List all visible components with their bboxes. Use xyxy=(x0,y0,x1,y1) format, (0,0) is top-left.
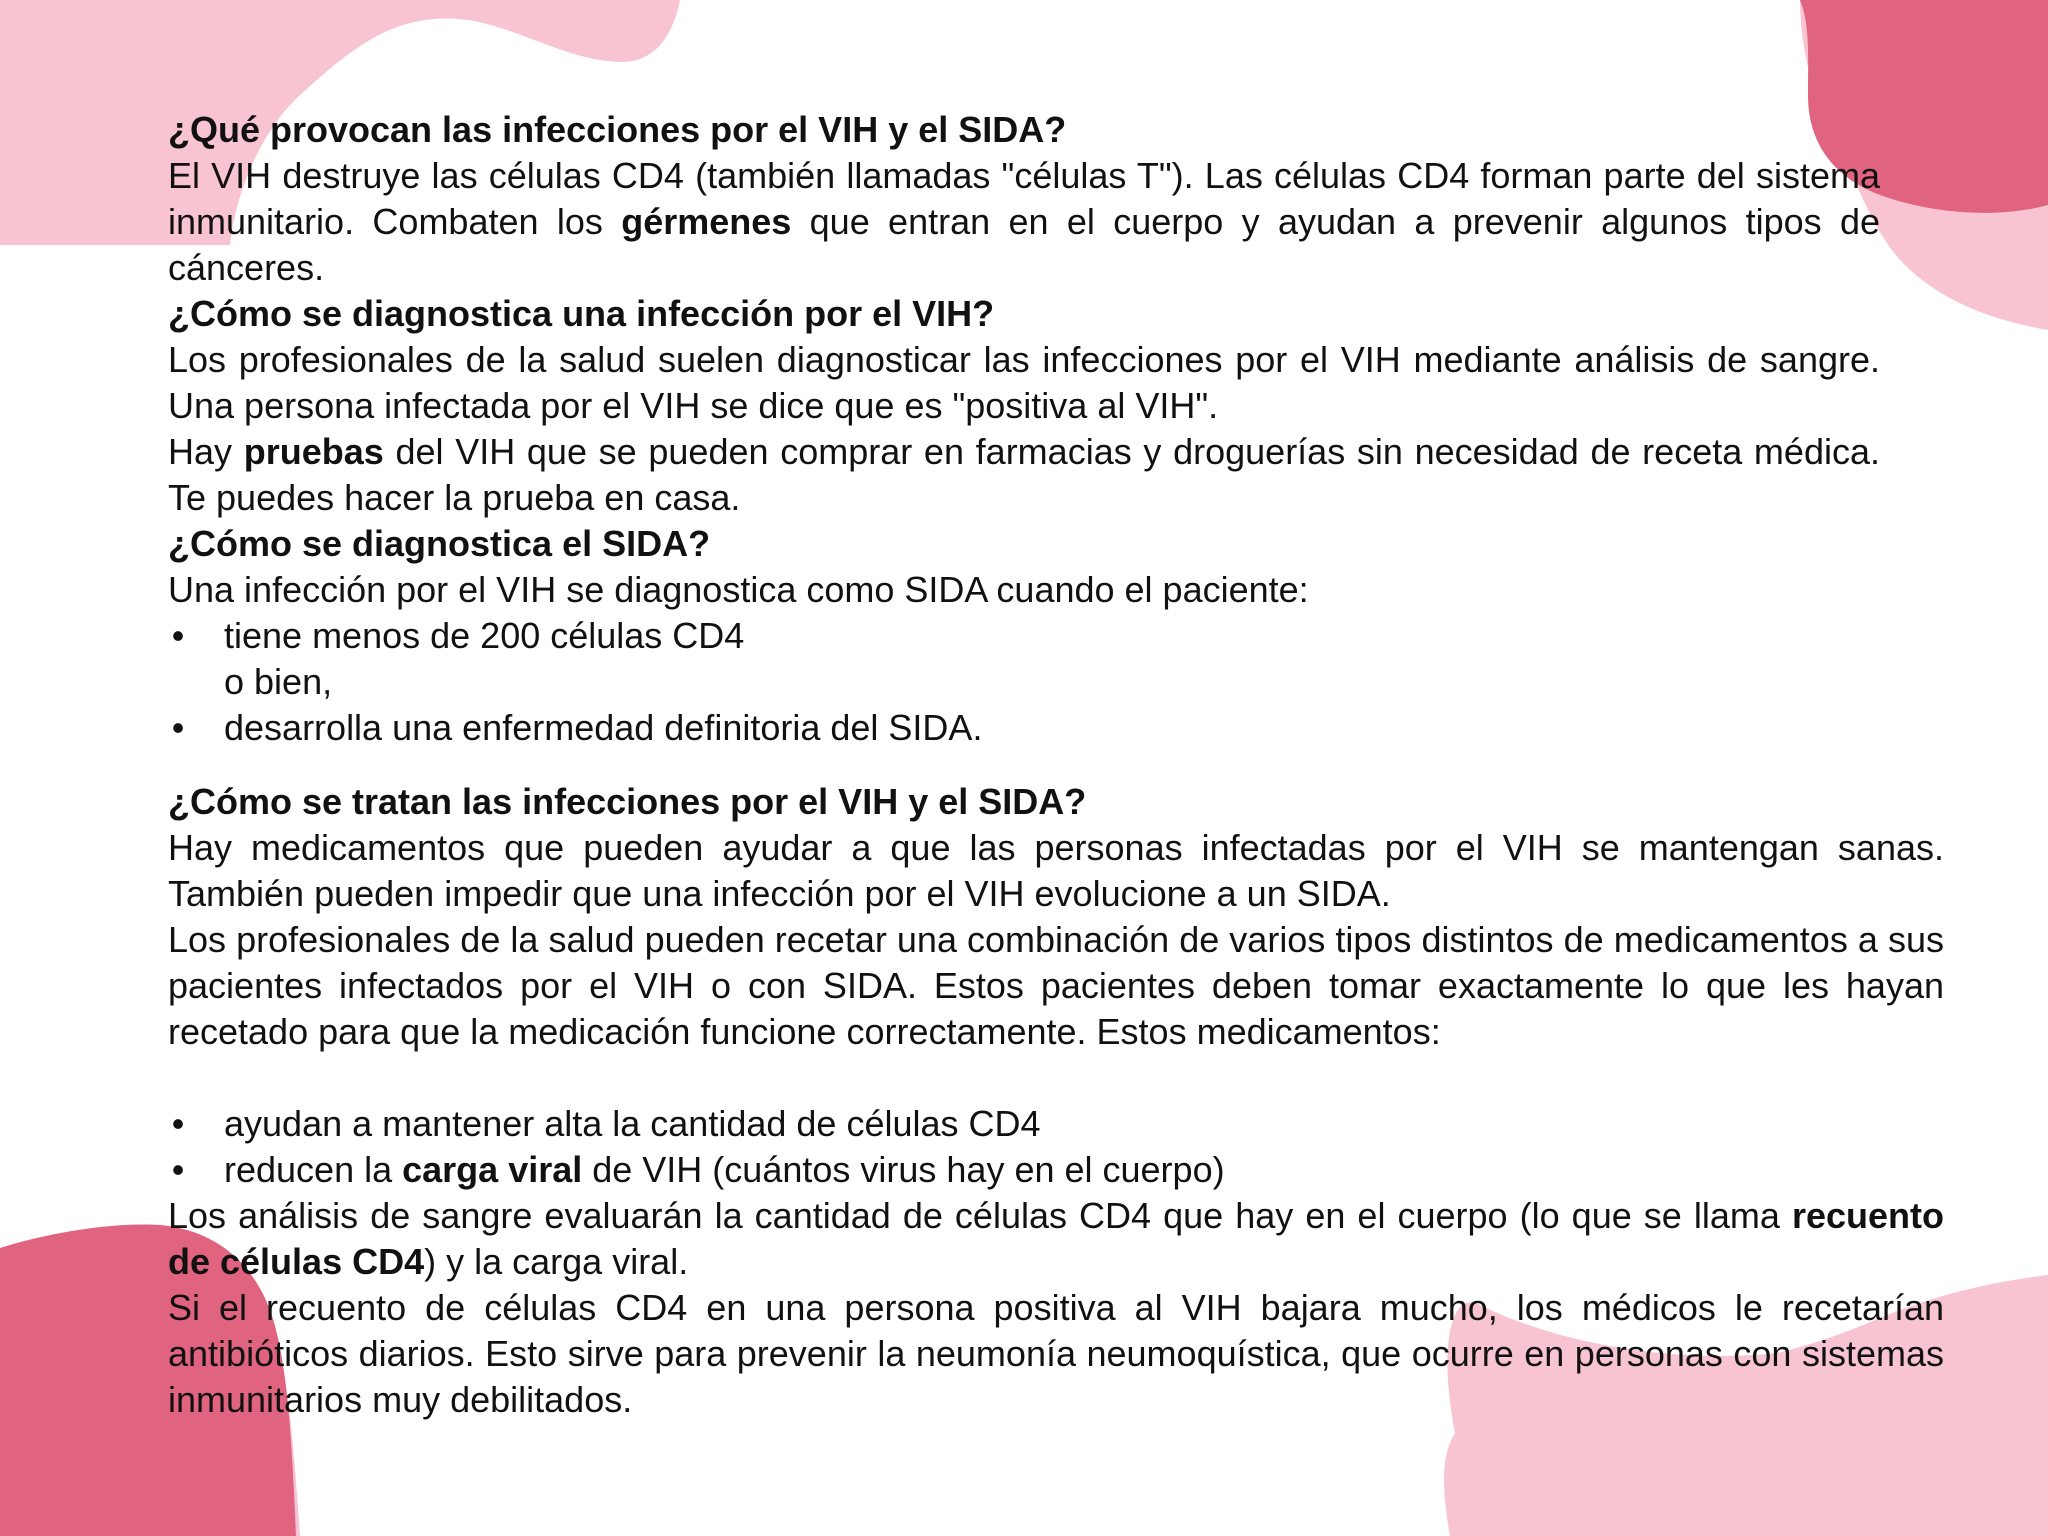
bold-term-recuento: recuento de células CD4 xyxy=(168,1195,1944,1282)
list-item-text: ayudan a mantener alta la cantidad de células CD4 xyxy=(224,1103,1041,1144)
paragraph-hiv-diagnosis: Los profesionales de la salud suelen diagnosticar las infecciones por el VIH mediante análisis de sangre. Una persona infectada por el VIH se dice que es "positiva al VIH". xyxy=(168,339,1880,426)
paragraph-text: que entran en el cuerpo y ayudan a prevenir algunos tipos de cánceres. xyxy=(168,201,1881,288)
paragraph-aids-diagnosis: Una infección por el VIH se diagnostica como SIDA cuando el paciente: xyxy=(168,569,1309,610)
paragraph-text: Los análisis de sangre evaluarán la cantidad de células CD4 que hay en el cuerpo (lo que se llama xyxy=(168,1195,1792,1236)
bullet-glyph: • xyxy=(171,1149,185,1190)
bold-term-germenes: gérmenes xyxy=(621,201,792,242)
paragraph-treatment-intro: Hay medicamentos que pueden ayudar a que las personas infectadas por el VIH se mantengan sanas. También pueden impedir que una infección por el VIH evolucione a un SIDA. xyxy=(168,827,1944,914)
paragraph-text: ) y la carga viral. xyxy=(424,1241,689,1282)
section-heading-treatment: ¿Cómo se tratan las infecciones por el VIH y el SIDA? xyxy=(168,781,1087,822)
bullet-glyph: • xyxy=(171,615,185,656)
paragraph-antibiotics: Si el recuento de células CD4 en una persona positiva al VIH bajara mucho, los médicos le recetarían antibióticos diarios. Esto sirve para prevenir la neumonía neumoquística, que ocurre en personas con sistemas inmunitarios muy debilitados. xyxy=(168,1287,1944,1420)
list-item-text-part: de VIH (cuántos virus hay en el cuerpo) xyxy=(582,1149,1225,1190)
list-item-text-part: reducen la xyxy=(224,1149,403,1190)
paragraph-text: Hay xyxy=(168,431,244,472)
list-item-text xyxy=(224,1147,1225,1193)
bold-term-carga-viral: carga viral xyxy=(402,1149,583,1190)
paragraph-causes xyxy=(168,153,1880,291)
paragraph-blood-tests xyxy=(168,1193,1944,1285)
paragraph-hiv-tests xyxy=(168,429,1880,521)
section-heading-aids-diagnosis: ¿Cómo se diagnostica el SIDA? xyxy=(168,523,711,564)
section-heading-hiv-diagnosis: ¿Cómo se diagnostica una infección por el VIH? xyxy=(168,293,995,334)
paragraph-text: El VIH destruye las células CD4 (también llamadas "células T"). Las células CD4 forman parte del sistema inmunitario. Combaten los xyxy=(168,155,1880,242)
paragraph-treatment-combination: Los profesionales de la salud pueden recetar una combinación de varios tipos distintos de medicamentos a sus pacientes infectados por el VIH o con SIDA. Estos pacientes deben tomar exactamente lo que les hayan recetado para que la medicación funcione correctamente. Estos medicamentos: xyxy=(168,919,1944,1052)
list-item-text: tiene menos de 200 células CD4 xyxy=(224,615,745,656)
bullet-glyph: • xyxy=(171,707,185,748)
paragraph-text: del VIH que se pueden comprar en farmacias y droguerías sin necesidad de receta médica. Te puedes hacer la prueba en casa. xyxy=(168,431,1880,518)
list-item-text: desarrolla una enfermedad definitoria del SIDA. xyxy=(224,707,983,748)
bold-term-pruebas: pruebas xyxy=(243,431,384,472)
bullet-glyph: • xyxy=(171,1103,185,1144)
section-heading-causes: ¿Qué provocan las infecciones por el VIH y el SIDA? xyxy=(168,109,1067,150)
list-item-text: o bien, xyxy=(224,661,333,702)
